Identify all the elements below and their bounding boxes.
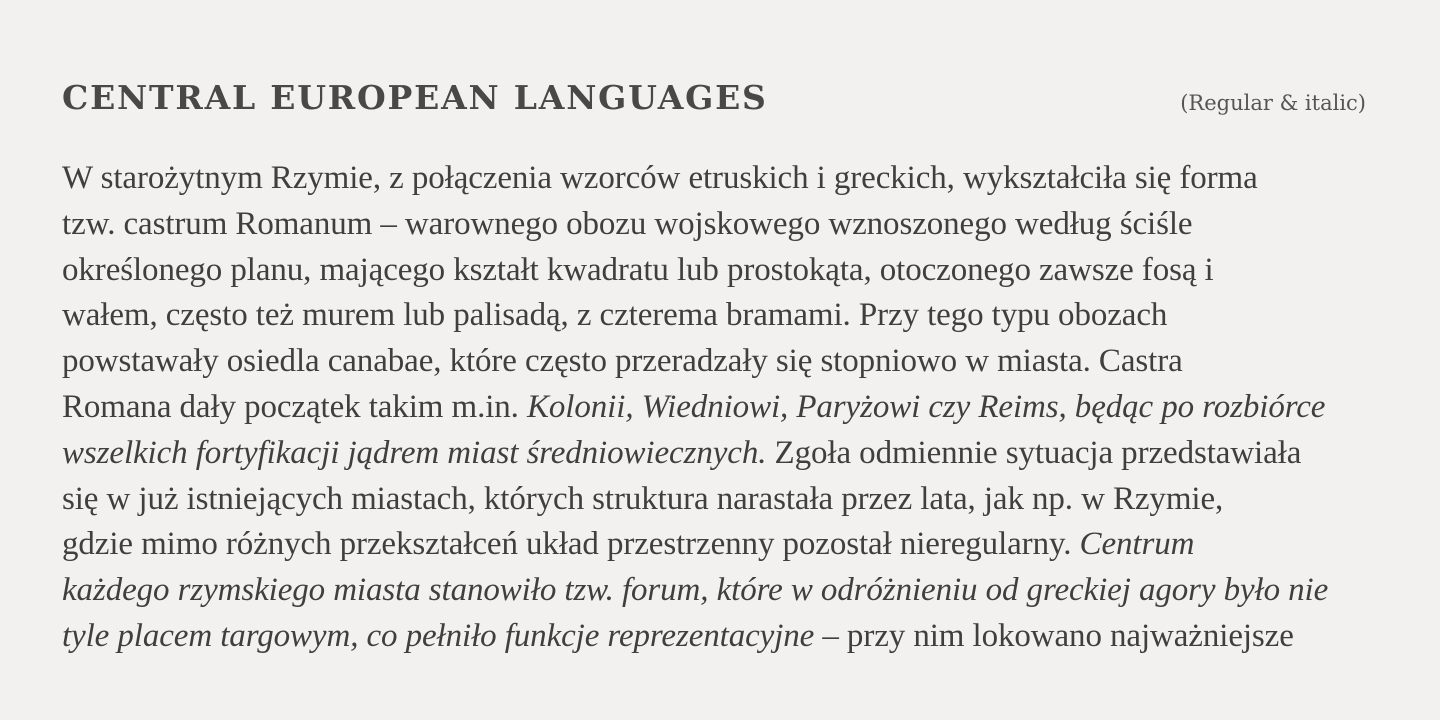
regular-text-run: Romana dały początek takim m.in. bbox=[62, 388, 527, 425]
text-line bbox=[62, 614, 1372, 660]
regular-text-run: się w już istniejących miastach, których struktura narastała przez lata, jak np. w Rzymie, bbox=[62, 480, 1224, 517]
text-line bbox=[62, 431, 1372, 477]
text-line bbox=[62, 248, 1372, 294]
page-title: CENTRAL EUROPEAN LANGUAGES bbox=[62, 78, 768, 117]
text-line bbox=[62, 339, 1372, 385]
italic-text-run: każdego rzymskiego miasta stanowiło tzw. forum, które w odróżnieniu od greckiej agory było nie bbox=[62, 572, 1329, 609]
text-line bbox=[62, 202, 1372, 248]
italic-text-run: tyle placem targowym, co pełniło funkcje reprezentacyjne bbox=[62, 617, 815, 654]
text-line bbox=[62, 522, 1372, 568]
italic-text-run: Centrum bbox=[1079, 526, 1195, 563]
regular-text-run: określonego planu, mającego kształt kwadratu lub prostokąta, otoczonego zawsze fosą i bbox=[62, 251, 1214, 288]
header bbox=[62, 76, 1366, 126]
text-line bbox=[62, 477, 1372, 523]
text-line bbox=[62, 385, 1372, 431]
regular-text-run: W starożytnym Rzymie, z połączenia wzorców etruskich i greckich, wykształciła się forma bbox=[62, 160, 1258, 196]
sample-paragraph bbox=[62, 156, 1372, 660]
regular-text-run: tzw. castrum Romanum – warownego obozu wojskowego wznoszonego według ściśle bbox=[62, 205, 1193, 242]
regular-text-run: – przy nim lokowano najważniejsze bbox=[814, 617, 1294, 654]
style-note: (Regular & italic) bbox=[1180, 91, 1366, 115]
italic-text-run: Kolonii, Wiedniowi, Paryżowi czy Reims, będąc po rozbiórce bbox=[527, 388, 1326, 425]
regular-text-run: Zgoła odmiennie sytuacja przedstawiała bbox=[766, 434, 1302, 471]
regular-text-run: powstawały osiedla canabae, które często przeradzały się stopniowo w miasta. Castra bbox=[62, 343, 1183, 380]
text-line bbox=[62, 156, 1372, 202]
regular-text-run: gdzie mimo różnych przekształceń układ przestrzenny pozostał nieregularny. bbox=[62, 526, 1080, 563]
text-line bbox=[62, 568, 1372, 614]
text-line bbox=[62, 293, 1372, 339]
regular-text-run: wałem, często też murem lub palisadą, z czterema bramami. Przy tego typu obozach bbox=[62, 297, 1168, 334]
italic-text-run: wszelkich fortyfikacji jądrem miast średniowiecznych. bbox=[62, 434, 767, 471]
